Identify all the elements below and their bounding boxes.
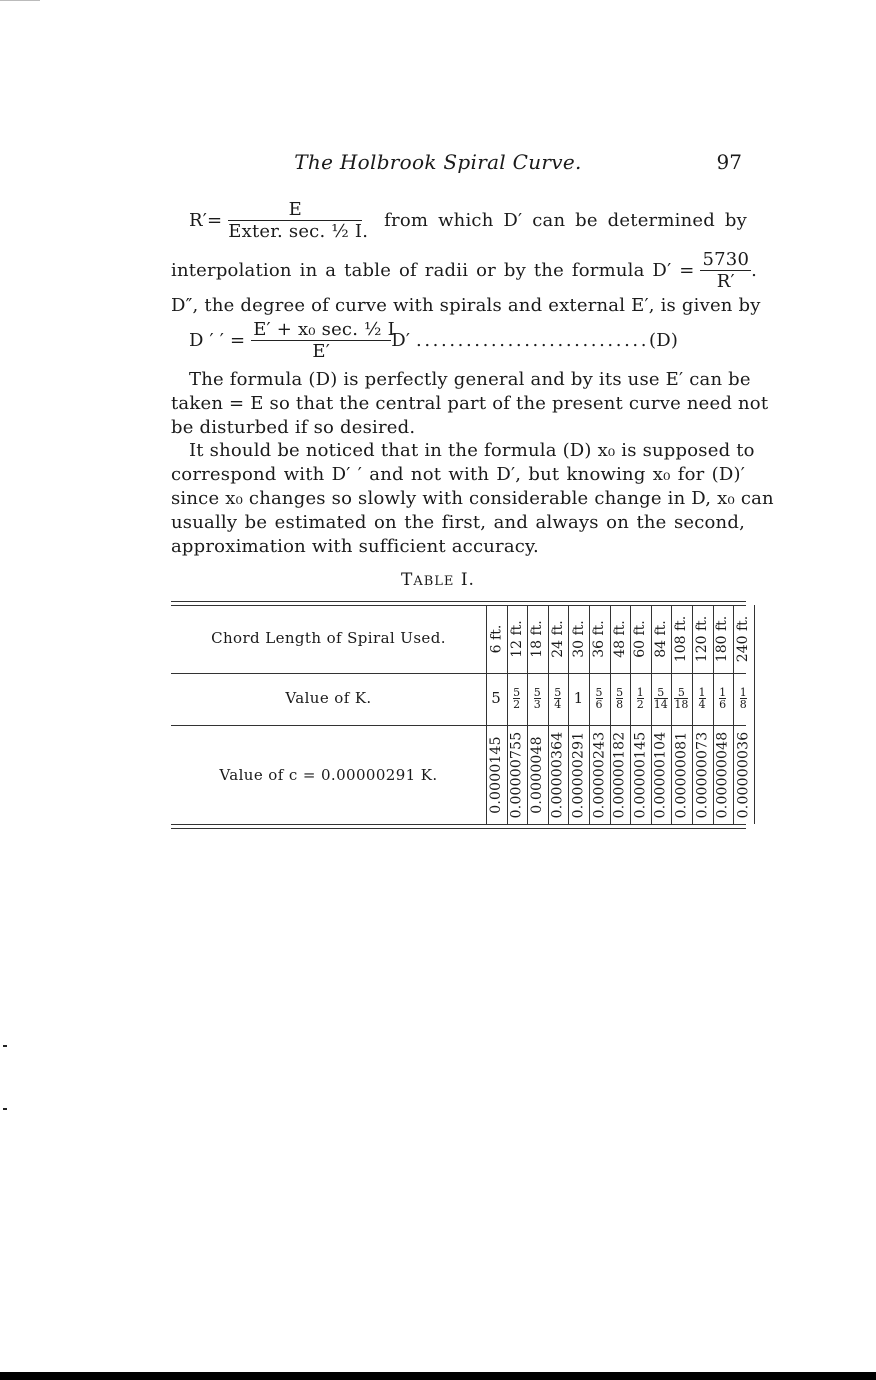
formula-r-tail: from which D′ can be determined by bbox=[384, 210, 747, 231]
formula-r-line bbox=[171, 199, 745, 242]
k-value-numerator: 1 bbox=[636, 685, 644, 699]
table-row-divider bbox=[171, 725, 746, 726]
formula-d-fraction bbox=[251, 319, 395, 362]
caption-smallcaps: ABLE bbox=[413, 574, 455, 589]
c-value: 0.00000073 bbox=[694, 731, 710, 819]
para2-line-2: correspond with D′ ′ and not with D′, but knowing x₀ for (D)′ bbox=[171, 464, 745, 485]
chord-length-cell bbox=[713, 606, 733, 672]
k-value-numerator: 5 bbox=[513, 685, 521, 699]
interpolation-line bbox=[171, 249, 758, 292]
row-label-c: Value of c = 0.00000291 K. bbox=[219, 766, 438, 784]
para1-line-1: The formula (D) is perfectly general and by its use E′ can be bbox=[189, 369, 751, 390]
k-value-denominator: 4 bbox=[698, 697, 706, 711]
k-value-denominator: 14 bbox=[653, 697, 668, 711]
chord-length-value: 84 ft. bbox=[652, 620, 669, 658]
caption-number: I. bbox=[460, 570, 475, 590]
chord-length-value: 108 ft. bbox=[673, 615, 690, 663]
table-column-rule bbox=[754, 605, 755, 824]
chord-length-value: 24 ft. bbox=[549, 620, 566, 658]
k-value-cell bbox=[733, 686, 753, 710]
k-value-fraction bbox=[740, 687, 747, 710]
c-value: 0.00000243 bbox=[591, 731, 607, 819]
chord-length-value: 120 ft. bbox=[694, 615, 710, 663]
c-value-cell bbox=[733, 728, 753, 822]
k-value-denominator: 3 bbox=[533, 697, 541, 711]
chord-length-value: 6 ft. bbox=[488, 624, 504, 654]
table-caption bbox=[0, 570, 876, 590]
k-value-fraction bbox=[674, 687, 688, 710]
scan-edge-mark bbox=[0, 0, 40, 1]
k-value-cell bbox=[671, 686, 691, 710]
formula-r-denominator: Exter. sec. ½ I. bbox=[228, 221, 369, 242]
chord-length-cell bbox=[589, 606, 609, 672]
k-value-fraction bbox=[719, 687, 726, 710]
k-value-fraction bbox=[699, 687, 706, 710]
chord-length-cell bbox=[651, 606, 671, 672]
scan-margin-mark bbox=[3, 1045, 7, 1047]
k-value-cell bbox=[713, 686, 733, 710]
chord-length-cell bbox=[630, 606, 650, 672]
formula-d-numerator: E′ + x₀ sec. ½ I bbox=[253, 319, 395, 340]
formula-d-prime-numerator: 5730 bbox=[702, 249, 750, 270]
chord-length-value: 12 ft. bbox=[508, 620, 525, 658]
formula-d-prime-period: . bbox=[751, 260, 758, 281]
k-value-numerator: 5 bbox=[616, 685, 624, 699]
para2-line-3: since x₀ changes so slowly with considerable change in D, x₀ can bbox=[171, 488, 774, 509]
c-value-cell bbox=[548, 728, 568, 822]
c-value: 0.00000036 bbox=[735, 731, 752, 819]
para2-line-4: usually be estimated on the first, and always on the second, bbox=[171, 512, 745, 533]
chord-length-value: 240 ft. bbox=[735, 615, 752, 663]
chord-length-cell bbox=[610, 606, 630, 672]
chord-length-value: 18 ft. bbox=[529, 620, 546, 658]
scan-margin-mark bbox=[3, 1108, 7, 1110]
chord-length-cell bbox=[486, 606, 506, 672]
k-value-cell bbox=[589, 686, 609, 710]
k-value-numerator: 5 bbox=[554, 685, 562, 699]
k-value-cell bbox=[630, 686, 650, 710]
k-value-denominator: 2 bbox=[513, 697, 521, 711]
c-value-cell bbox=[671, 728, 691, 822]
k-value-fraction bbox=[654, 687, 668, 710]
table-bottom-rule-outer bbox=[171, 828, 746, 829]
k-value-cell bbox=[610, 686, 630, 710]
k-value-denominator: 6 bbox=[595, 697, 603, 711]
k-value-cell bbox=[507, 686, 527, 710]
table-bottom-rule bbox=[171, 824, 746, 825]
formula-d-prime-denominator: R′ bbox=[716, 271, 735, 292]
c-value-cell bbox=[610, 728, 630, 822]
chord-length-cell bbox=[692, 606, 712, 672]
k-value-numerator: 5 bbox=[674, 687, 688, 699]
page-number: 97 bbox=[716, 150, 742, 174]
c-value: 0.00000104 bbox=[652, 731, 669, 819]
formula-r-numerator: E bbox=[228, 199, 362, 221]
c-value: 0.00000145 bbox=[632, 731, 649, 819]
chord-length-value: 48 ft. bbox=[611, 620, 628, 658]
c-value-cell bbox=[568, 728, 588, 822]
formula-d-prime-fraction bbox=[700, 249, 751, 292]
formula-d-leader-dots: ............................ bbox=[416, 330, 650, 351]
k-value-denominator: 6 bbox=[719, 697, 727, 711]
c-value-cell bbox=[692, 728, 712, 822]
c-value-cell bbox=[713, 728, 733, 822]
chord-length-cell bbox=[507, 606, 527, 672]
chord-length-cell bbox=[568, 606, 588, 672]
k-value-fraction bbox=[637, 687, 644, 710]
chord-length-cell bbox=[527, 606, 547, 672]
text-line-3: D″, the degree of curve with spirals and external E′, is given by bbox=[171, 295, 761, 316]
k-value-cell bbox=[527, 686, 547, 710]
chord-length-cell bbox=[548, 606, 568, 672]
k-value-cell bbox=[692, 686, 712, 710]
k-value-fraction bbox=[596, 687, 603, 710]
c-value-cell bbox=[486, 728, 506, 822]
c-value: 0.00000755 bbox=[508, 731, 525, 819]
c-value: 0.0000145 bbox=[488, 736, 505, 814]
k-value-fraction bbox=[534, 687, 541, 710]
k-value-fraction bbox=[554, 687, 561, 710]
k-value-denominator: 8 bbox=[616, 697, 624, 711]
table-top-rule bbox=[171, 601, 746, 602]
caption-initial: T bbox=[401, 570, 414, 590]
k-value-numerator: 5 bbox=[654, 687, 668, 699]
para2-line-5: approximation with sufficient accuracy. bbox=[171, 536, 539, 557]
chord-length-value: 30 ft. bbox=[570, 620, 587, 658]
chord-length-cell bbox=[671, 606, 691, 672]
k-value-numerator: 5 bbox=[533, 685, 541, 699]
k-value-numerator: 1 bbox=[719, 685, 727, 699]
k-value-denominator: 8 bbox=[739, 697, 747, 711]
k-value-numerator: 5 bbox=[595, 685, 603, 699]
formula-d-tag: (D) bbox=[649, 330, 679, 351]
formula-r-lhs: R′= bbox=[189, 210, 223, 231]
c-value: 0.00000048 bbox=[714, 731, 731, 819]
formula-d-line bbox=[171, 319, 745, 362]
c-value: 0.00000081 bbox=[673, 731, 690, 819]
k-value-cell bbox=[568, 686, 588, 710]
k-value-denominator: 4 bbox=[554, 697, 562, 711]
formula-d-denominator: E′ bbox=[312, 341, 330, 362]
k-value-whole: 5 bbox=[491, 689, 501, 707]
para1-line-3: be disturbed if so desired. bbox=[171, 417, 416, 438]
k-value-numerator: 1 bbox=[698, 685, 706, 699]
interpolation-text: interpolation in a table of radii or by the formula D′ = bbox=[171, 260, 695, 281]
c-value: 0.00000182 bbox=[611, 731, 628, 819]
c-value: 0.00000364 bbox=[549, 731, 566, 819]
para2-line-1: It should be noticed that in the formula (D) x₀ is supposed to bbox=[189, 440, 755, 461]
formula-r-fraction bbox=[228, 199, 369, 242]
formula-d-tail: D′ bbox=[391, 330, 411, 351]
para1-line-2: taken = E so that the central part of the present curve need not bbox=[171, 393, 769, 414]
k-value-fraction bbox=[616, 687, 623, 710]
c-value-cell bbox=[527, 728, 547, 822]
c-value: 0.00000291 bbox=[570, 731, 587, 819]
formula-d-lhs: D ′ ′ = bbox=[189, 330, 246, 351]
k-value-denominator: 18 bbox=[674, 697, 689, 711]
chord-length-value: 60 ft. bbox=[632, 620, 649, 658]
k-value-cell bbox=[548, 686, 568, 710]
chord-length-cell bbox=[733, 606, 753, 672]
k-value-numerator: 1 bbox=[739, 685, 747, 699]
c-value-cell bbox=[507, 728, 527, 822]
k-value-cell bbox=[651, 686, 671, 710]
c-value-cell bbox=[630, 728, 650, 822]
row-label-chord: Chord Length of Spiral Used. bbox=[211, 629, 446, 647]
c-value-cell bbox=[589, 728, 609, 822]
row-label-k: Value of K. bbox=[285, 689, 372, 707]
k-value-denominator: 2 bbox=[636, 697, 644, 711]
k-value-cell bbox=[486, 686, 506, 710]
table-row-divider bbox=[171, 673, 746, 674]
scan-bottom-edge bbox=[0, 1372, 876, 1380]
chord-length-value: 36 ft. bbox=[591, 620, 607, 658]
c-value-cell bbox=[651, 728, 671, 822]
k-value-fraction bbox=[513, 687, 520, 710]
running-head-title: The Holbrook Spiral Curve. bbox=[294, 150, 582, 174]
c-value: 0.0000048 bbox=[529, 736, 546, 814]
chord-length-value: 180 ft. bbox=[714, 615, 731, 663]
k-value-whole: 1 bbox=[573, 689, 584, 707]
